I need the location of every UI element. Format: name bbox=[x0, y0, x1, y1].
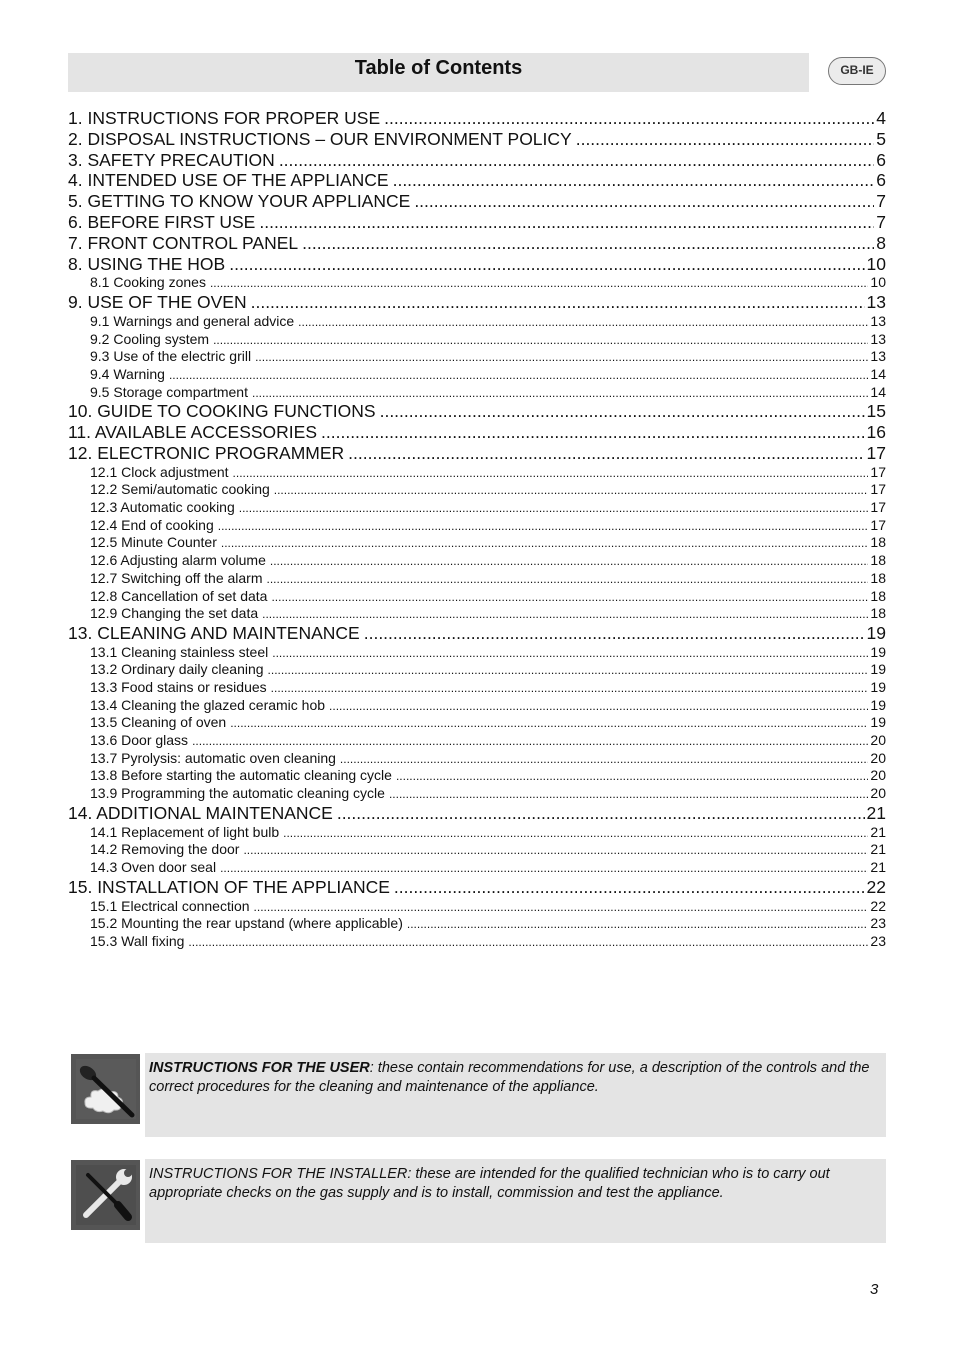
toc-subsection-entry bbox=[68, 898, 886, 916]
toc-entry-page: 22 bbox=[866, 876, 886, 897]
toc-subsection-entry bbox=[68, 714, 886, 732]
installer-note-text: INSTRUCTIONS FOR THE INSTALLER: these are intended for the qualified technician who is to carry out appropriate checks on the gas supply and is to install, commission and test the appliance. bbox=[149, 1166, 830, 1201]
toc-entry-page: 23 bbox=[870, 915, 886, 932]
toc-dot-leader bbox=[270, 553, 869, 571]
toc-subsection-entry bbox=[68, 274, 886, 292]
toc-dot-leader bbox=[271, 589, 868, 607]
toc-dot-leader bbox=[283, 825, 868, 843]
toc-entry-label: 15.2 Mounting the rear upstand (where applicable) bbox=[90, 915, 403, 932]
table-of-contents bbox=[68, 108, 886, 951]
toc-entry-page: 18 bbox=[870, 534, 886, 551]
toc-entry-label: 7. FRONT CONTROL PANEL bbox=[68, 232, 299, 253]
toc-dot-leader bbox=[239, 500, 869, 518]
toc-dot-leader bbox=[229, 254, 864, 275]
user-note-heading: INSTRUCTIONS FOR THE USER bbox=[149, 1060, 370, 1076]
toc-entry-label: 13.9 Programming the automatic cleaning cycle bbox=[90, 785, 385, 802]
toc-entry-page: 6 bbox=[876, 149, 886, 170]
toc-section-entry bbox=[68, 170, 886, 191]
toc-entry-label: 11. AVAILABLE ACCESSORIES bbox=[68, 422, 318, 443]
toc-entry-label: 1. INSTRUCTIONS FOR PROPER USE bbox=[68, 108, 381, 128]
toc-subsection-entry bbox=[68, 750, 886, 768]
toc-section-entry bbox=[68, 623, 886, 644]
toc-dot-leader bbox=[384, 108, 874, 129]
page-number: 3 bbox=[870, 1281, 879, 1298]
toc-entry-page: 13 bbox=[866, 292, 886, 313]
toc-subsection-entry bbox=[68, 933, 886, 951]
toc-subsection-entry bbox=[68, 605, 886, 623]
toc-entry-page: 6 bbox=[876, 170, 886, 191]
toc-entry-page: 19 bbox=[870, 714, 886, 731]
toc-subsection-entry bbox=[68, 366, 886, 384]
toc-dot-leader bbox=[393, 170, 875, 191]
toc-entry-page: 19 bbox=[866, 622, 886, 643]
toc-entry-label: 12.2 Semi/automatic cooking bbox=[90, 481, 270, 498]
toc-dot-leader bbox=[279, 150, 874, 171]
toc-entry-page: 17 bbox=[866, 442, 886, 463]
toc-entry-label: 12.7 Switching off the alarm bbox=[90, 569, 263, 586]
toc-entry-label: 8. USING THE HOB bbox=[68, 253, 226, 274]
toc-subsection-entry bbox=[68, 859, 886, 877]
toc-entry-page: 17 bbox=[870, 516, 886, 533]
toc-entry-label: 6. BEFORE FIRST USE bbox=[68, 211, 256, 232]
toc-entry-page: 8 bbox=[876, 232, 886, 253]
toc-entry-page: 15 bbox=[866, 401, 886, 422]
toc-entry-label: 12.8 Cancellation of set data bbox=[90, 587, 268, 604]
toc-entry-page: 14 bbox=[870, 383, 886, 400]
toc-entry-page: 5 bbox=[876, 128, 886, 149]
toc-section-entry bbox=[68, 401, 886, 422]
toc-entry-page: 14 bbox=[870, 365, 886, 382]
toc-dot-leader bbox=[255, 349, 868, 367]
toc-entry-label: 13.5 Cleaning of oven bbox=[90, 714, 227, 731]
toc-entry-page: 19 bbox=[870, 643, 886, 660]
toc-entry-page: 17 bbox=[870, 463, 886, 480]
toc-subsection-entry bbox=[68, 785, 886, 803]
toc-entry-page: 20 bbox=[870, 732, 886, 749]
toc-entry-label: 13.3 Food stains or residues bbox=[90, 679, 267, 696]
toc-subsection-entry bbox=[68, 679, 886, 697]
toc-entry-page: 4 bbox=[876, 108, 886, 128]
toc-subsection-entry bbox=[68, 915, 886, 933]
toc-entry-label: 14.1 Replacement of light bulb bbox=[90, 823, 280, 840]
toc-entry-page: 19 bbox=[870, 696, 886, 713]
toc-dot-leader bbox=[302, 233, 874, 254]
toc-entry-label: 9.4 Warning bbox=[90, 365, 165, 382]
toc-section-entry bbox=[68, 233, 886, 254]
toc-entry-label: 5. GETTING TO KNOW YOUR APPLIANCE bbox=[68, 191, 411, 212]
toc-dot-leader bbox=[218, 518, 869, 536]
toc-entry-label: 9.5 Storage compartment bbox=[90, 383, 248, 400]
toc-entry-page: 19 bbox=[870, 661, 886, 678]
toc-entry-page: 21 bbox=[870, 859, 886, 876]
toc-subsection-entry bbox=[68, 481, 886, 499]
toc-entry-page: 19 bbox=[870, 679, 886, 696]
user-note-text: : these contain recommendations for use, a description of the controls and the correct procedures for the cleaning and maintenance of the appliance. bbox=[149, 1060, 870, 1095]
toc-entry-page: 20 bbox=[870, 785, 886, 802]
toc-subsection-entry bbox=[68, 732, 886, 750]
toc-dot-leader bbox=[298, 314, 868, 332]
toc-dot-leader bbox=[389, 786, 868, 804]
toc-entry-page: 23 bbox=[870, 932, 886, 949]
toc-dot-leader bbox=[274, 482, 869, 500]
toc-section-entry bbox=[68, 150, 886, 171]
toc-dot-leader bbox=[210, 275, 868, 293]
toc-entry-page: 17 bbox=[870, 481, 886, 498]
toc-subsection-entry bbox=[68, 841, 886, 859]
page-title: Table of Contents bbox=[354, 57, 523, 79]
toc-subsection-entry bbox=[68, 331, 886, 349]
toc-entry-label: 3. SAFETY PRECAUTION bbox=[68, 149, 275, 170]
toc-subsection-entry bbox=[68, 767, 886, 785]
toc-dot-leader bbox=[192, 733, 868, 751]
toc-dot-leader bbox=[337, 803, 865, 824]
toc-entry-label: 12.4 End of cooking bbox=[90, 516, 214, 533]
toc-entry-label: 15. INSTALLATION OF THE APPLIANCE bbox=[68, 876, 390, 897]
toc-subsection-entry bbox=[68, 517, 886, 535]
toc-subsection-entry bbox=[68, 534, 886, 552]
toc-section-entry bbox=[68, 422, 886, 443]
toc-entry-page: 16 bbox=[866, 422, 886, 443]
title-bar bbox=[68, 53, 809, 92]
toc-section-entry bbox=[68, 292, 886, 313]
toc-subsection-entry bbox=[68, 824, 886, 842]
toc-entry-page: 21 bbox=[870, 841, 886, 858]
toc-entry-label: 9.3 Use of the electric grill bbox=[90, 348, 252, 365]
toc-dot-leader bbox=[220, 860, 868, 878]
toc-section-entry bbox=[68, 191, 886, 212]
toc-dot-leader bbox=[348, 443, 864, 464]
toc-dot-leader bbox=[340, 751, 869, 769]
toc-section-entry bbox=[68, 443, 886, 464]
toc-entry-label: 13.8 Before starting the automatic cleaning cycle bbox=[90, 767, 392, 784]
toc-entry-page: 21 bbox=[866, 802, 886, 823]
toc-dot-leader bbox=[364, 623, 865, 644]
toc-subsection-entry bbox=[68, 499, 886, 517]
toc-entry-page: 13 bbox=[870, 330, 886, 347]
toc-subsection-entry bbox=[68, 697, 886, 715]
toc-dot-leader bbox=[251, 292, 865, 313]
toc-section-entry bbox=[68, 212, 886, 233]
toc-entry-label: 12.1 Clock adjustment bbox=[90, 463, 229, 480]
toc-dot-leader bbox=[169, 367, 868, 385]
toc-dot-leader bbox=[576, 129, 875, 150]
toc-subsection-entry bbox=[68, 644, 886, 662]
toc-dot-leader bbox=[380, 401, 865, 422]
toc-entry-label: 12. ELECTRONIC PROGRAMMER bbox=[68, 442, 345, 463]
toc-dot-leader bbox=[267, 571, 869, 589]
toc-subsection-entry bbox=[68, 570, 886, 588]
toc-dot-leader bbox=[414, 191, 874, 212]
toc-subsection-entry bbox=[68, 552, 886, 570]
toc-section-entry bbox=[68, 254, 886, 275]
toc-entry-page: 13 bbox=[870, 348, 886, 365]
toc-entry-page: 21 bbox=[870, 823, 886, 840]
toc-subsection-entry bbox=[68, 384, 886, 402]
toc-entry-label: 14. ADDITIONAL MAINTENANCE bbox=[68, 802, 333, 823]
toc-entry-page: 7 bbox=[876, 191, 886, 212]
toc-entry-page: 18 bbox=[870, 552, 886, 569]
toc-entry-page: 13 bbox=[870, 312, 886, 329]
toc-entry-label: 9.2 Cooling system bbox=[90, 330, 210, 347]
toc-section-entry bbox=[68, 129, 886, 150]
toc-entry-page: 18 bbox=[870, 587, 886, 604]
toc-entry-label: 2. DISPOSAL INSTRUCTIONS – OUR ENVIRONMENT POLICY bbox=[68, 128, 572, 149]
language-badge: GB-IE bbox=[828, 57, 886, 85]
user-instructions-note bbox=[145, 1053, 886, 1137]
toc-dot-leader bbox=[259, 212, 874, 233]
toc-entry-label: 13.4 Cleaning the glazed ceramic hob bbox=[90, 696, 326, 713]
toc-dot-leader bbox=[233, 465, 869, 483]
toc-entry-label: 15.3 Wall fixing bbox=[90, 932, 185, 949]
toc-dot-leader bbox=[272, 645, 868, 663]
toc-dot-leader bbox=[321, 422, 865, 443]
toc-dot-leader bbox=[268, 662, 869, 680]
toc-dot-leader bbox=[230, 715, 868, 733]
toc-section-entry bbox=[68, 877, 886, 898]
toc-subsection-entry bbox=[68, 313, 886, 331]
wrench-screwdriver-icon bbox=[71, 1160, 140, 1230]
toc-subsection-entry bbox=[68, 348, 886, 366]
toc-subsection-entry bbox=[68, 588, 886, 606]
toc-entry-label: 12.9 Changing the set data bbox=[90, 605, 259, 622]
toc-section-entry bbox=[68, 108, 886, 129]
toc-entry-label: 14.3 Oven door seal bbox=[90, 859, 217, 876]
toc-dot-leader bbox=[262, 606, 868, 624]
toc-entry-page: 17 bbox=[870, 499, 886, 516]
toc-entry-label: 10. GUIDE TO COOKING FUNCTIONS bbox=[68, 401, 376, 422]
toc-entry-label: 13.1 Cleaning stainless steel bbox=[90, 643, 269, 660]
toc-entry-label: 8.1 Cooking zones bbox=[90, 274, 206, 291]
toc-dot-leader bbox=[252, 385, 868, 403]
toc-entry-page: 22 bbox=[870, 897, 886, 914]
toc-entry-page: 20 bbox=[870, 749, 886, 766]
toc-entry-label: 13.7 Pyrolysis: automatic oven cleaning bbox=[90, 749, 336, 766]
toc-entry-label: 13.2 Ordinary daily cleaning bbox=[90, 661, 264, 678]
toc-entry-label: 12.6 Adjusting alarm volume bbox=[90, 552, 266, 569]
toc-dot-leader bbox=[329, 698, 868, 716]
toc-entry-page: 10 bbox=[866, 253, 886, 274]
toc-subsection-entry bbox=[68, 464, 886, 482]
toc-entry-label: 9.1 Warnings and general advice bbox=[90, 312, 295, 329]
installer-instructions-note bbox=[145, 1159, 886, 1243]
toc-entry-label: 9. USE OF THE OVEN bbox=[68, 292, 247, 313]
toc-dot-leader bbox=[243, 842, 868, 860]
toc-entry-label: 13. CLEANING AND MAINTENANCE bbox=[68, 622, 360, 643]
toc-dot-leader bbox=[271, 680, 869, 698]
toc-dot-leader bbox=[254, 899, 869, 917]
toc-entry-page: 20 bbox=[870, 767, 886, 784]
toc-entry-label: 12.5 Minute Counter bbox=[90, 534, 217, 551]
toc-dot-leader bbox=[396, 768, 868, 786]
toc-entry-page: 7 bbox=[876, 211, 886, 232]
toc-dot-leader bbox=[213, 332, 868, 350]
toc-entry-page: 10 bbox=[870, 274, 886, 291]
toc-dot-leader bbox=[221, 535, 869, 553]
spoon-chef-hat-icon bbox=[71, 1054, 140, 1124]
toc-dot-leader bbox=[188, 934, 868, 952]
toc-entry-label: 13.6 Door glass bbox=[90, 732, 189, 749]
toc-entry-page: 18 bbox=[870, 605, 886, 622]
toc-entry-label: 4. INTENDED USE OF THE APPLIANCE bbox=[68, 170, 389, 191]
toc-dot-leader bbox=[394, 877, 865, 898]
toc-section-entry bbox=[68, 803, 886, 824]
toc-entry-label: 15.1 Electrical connection bbox=[90, 897, 250, 914]
toc-dot-leader bbox=[407, 916, 869, 934]
toc-entry-label: 12.3 Automatic cooking bbox=[90, 499, 235, 516]
toc-subsection-entry bbox=[68, 661, 886, 679]
toc-entry-label: 14.2 Removing the door bbox=[90, 841, 240, 858]
toc-entry-page: 18 bbox=[870, 569, 886, 586]
